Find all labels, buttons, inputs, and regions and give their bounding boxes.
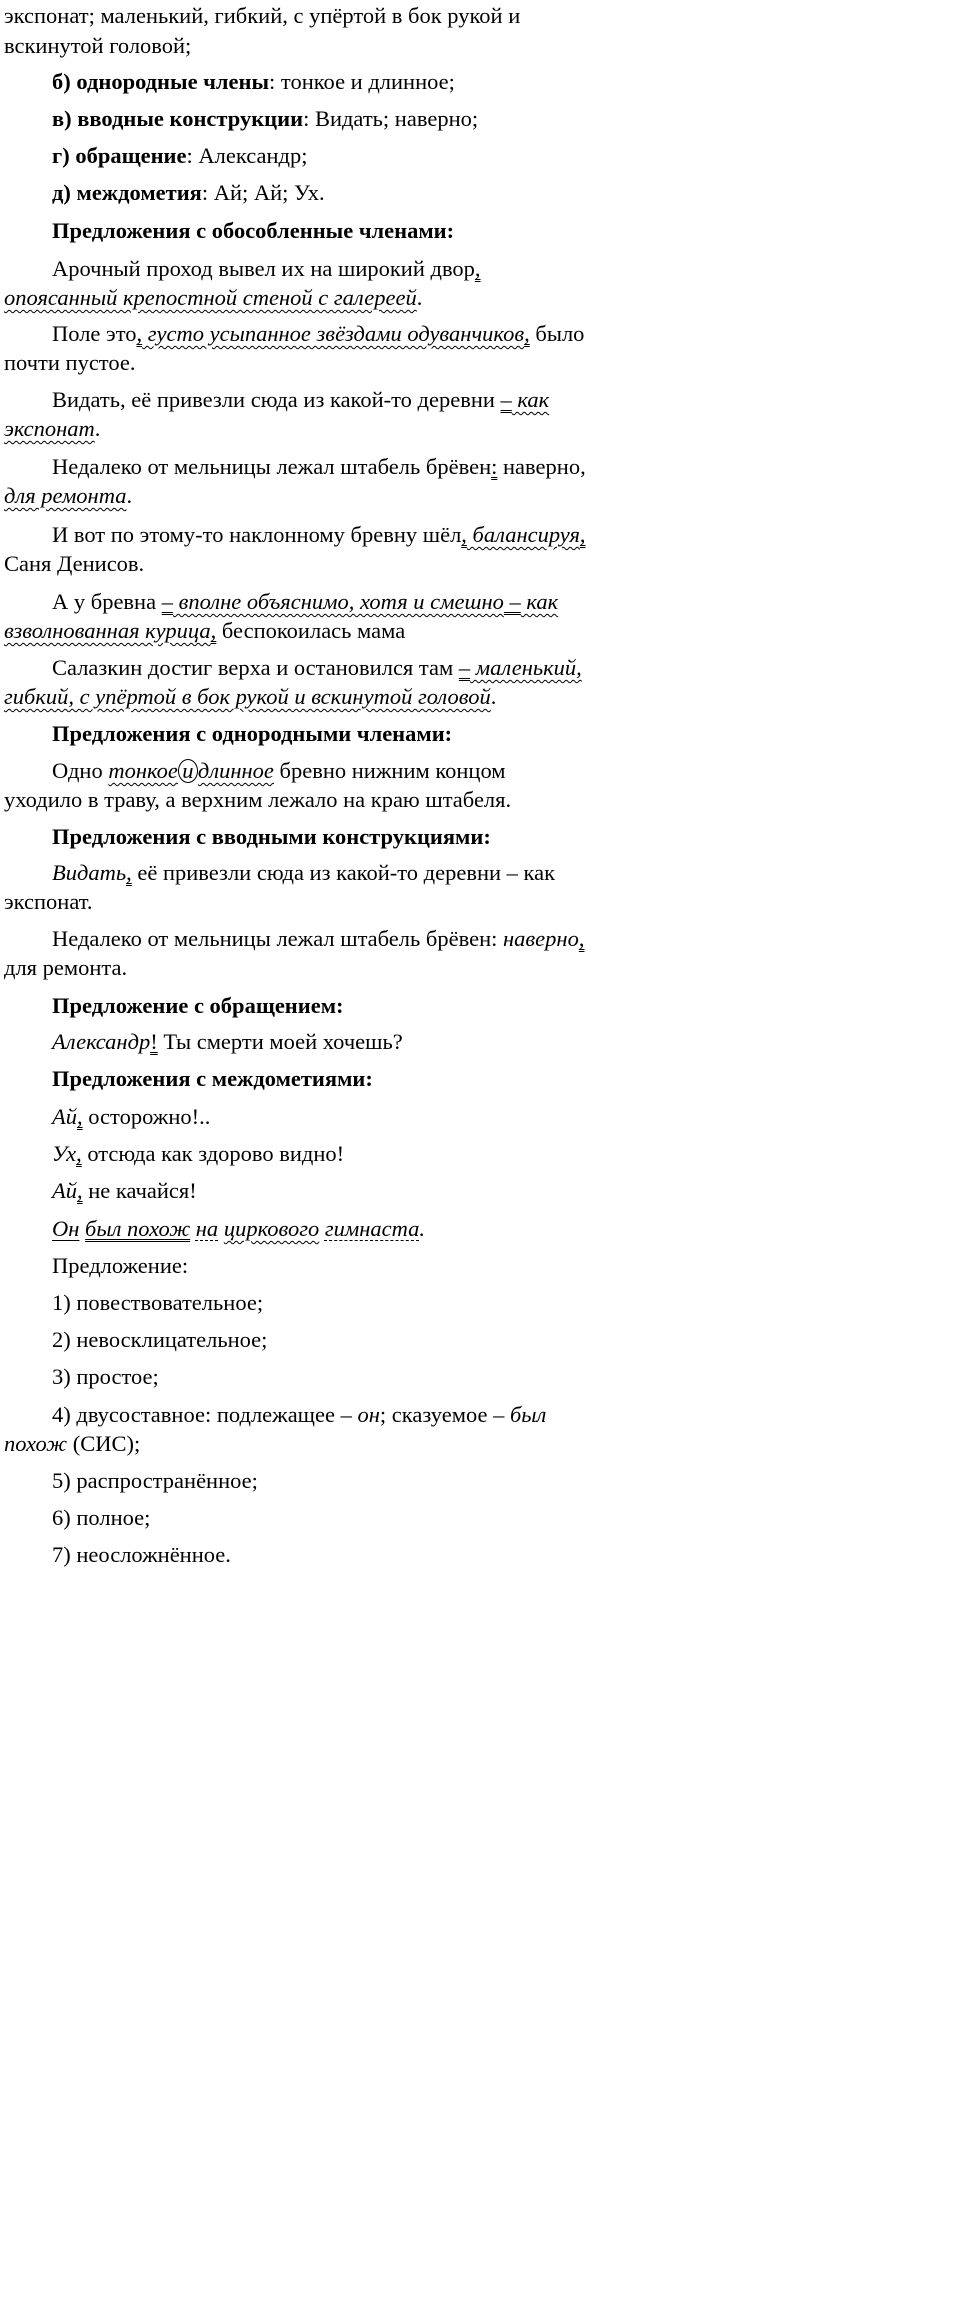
sentence-cont: [4, 283, 648, 313]
analysis-item-cont: [4, 1429, 648, 1459]
sentence-cont: [4, 414, 648, 444]
marked-punctuation: ,: [77, 1178, 83, 1203]
item-label: в) вводные конструкции: [52, 106, 304, 131]
marked-phrase: для ремонта: [4, 483, 127, 508]
text: экспонат.: [4, 889, 93, 914]
marked-phrase: наверно: [503, 926, 579, 951]
subject-word: он: [357, 1402, 380, 1427]
text: вскинутой головой;: [4, 33, 192, 58]
item-text: : Ай; Ай; Ух.: [201, 180, 325, 205]
marked-punctuation: !: [150, 1029, 158, 1054]
item-label: б) однородные члены: [52, 69, 270, 94]
text: для ремонта.: [4, 955, 128, 980]
section-heading: [4, 1064, 648, 1094]
text: 6) полное;: [52, 1505, 151, 1530]
heading-text: Предложения с однородными членами:: [52, 721, 453, 746]
marked-phrase: длинное: [197, 758, 274, 783]
text: Арочный проход вывел их на широкий двор: [52, 256, 475, 281]
sentence-cont: [4, 682, 648, 712]
marked-punctuation: –: [500, 387, 512, 412]
text: экспонат; маленький, гибкий, с упёртой в бок рукой и: [4, 3, 521, 28]
text: .: [490, 684, 497, 709]
marked-phrase: как: [520, 589, 559, 614]
marked-phrase: взволнованная курица: [4, 618, 211, 643]
item-text: : тонкое и длинное;: [269, 69, 455, 94]
analysis-title: [4, 1251, 648, 1281]
analysis-item: [4, 1288, 648, 1318]
text: Предложение:: [52, 1253, 189, 1278]
list-item-v: [4, 104, 648, 134]
section-heading: [4, 216, 648, 246]
analysis-item: [4, 1540, 648, 1570]
marked-phrase: экспонат: [4, 416, 95, 441]
sentence: [4, 452, 648, 482]
marked-punctuation: ,: [461, 522, 467, 547]
section-heading: [4, 991, 648, 1021]
section-heading: [4, 719, 648, 749]
analysis-item: [4, 1400, 648, 1430]
marked-phrase: Ай: [52, 1178, 77, 1203]
text: 7) неосложнённое.: [52, 1542, 231, 1567]
subject: Он: [52, 1216, 80, 1241]
text-line: [4, 31, 648, 61]
text: 2) невосклицательное;: [52, 1327, 268, 1352]
text: А у бревна: [52, 589, 162, 614]
sentence: [4, 254, 648, 284]
marked-phrase: вполне объяснимо, хотя и смешно: [172, 589, 504, 614]
marked-punctuation: :: [491, 454, 498, 479]
item-label: г) обращение: [52, 143, 187, 168]
text: (СИС);: [67, 1431, 141, 1456]
list-item-g: [4, 141, 648, 171]
heading-text: Предложения с вводными конструкциями:: [52, 824, 491, 849]
text: было: [529, 321, 585, 346]
sentence: [4, 653, 648, 683]
text: наверно,: [497, 454, 586, 479]
predicate: был похож: [85, 1216, 191, 1241]
item-label: д) междометия: [52, 180, 202, 205]
text: бревно нижним концом: [273, 758, 506, 783]
item-text: : Александр;: [186, 143, 308, 168]
marked-punctuation: ,: [210, 618, 217, 643]
text: И вот по этому-то наклонному бревну шёл: [52, 522, 462, 547]
marked-punctuation: ,: [579, 522, 586, 547]
text: не качайся!: [82, 1178, 197, 1203]
marked-phrase: опоясанный крепостной стеной с галереей: [4, 285, 417, 310]
text: .: [94, 416, 101, 441]
section-heading: [4, 822, 648, 852]
analysis-item: [4, 1325, 648, 1355]
marked-phrase: Видать: [52, 860, 127, 885]
sentence-cont: [4, 953, 648, 983]
text: Поле это: [52, 321, 137, 346]
heading-text: Предложения с обособленные членами:: [52, 218, 455, 243]
item-text: : Видать; наверно;: [303, 106, 479, 131]
sentence-cont: [4, 887, 648, 917]
marked-phrase: гибкий, с упёртой в бок рукой и вскинутой головой: [4, 684, 491, 709]
document-page: [0, 0, 652, 1568]
sentence: [4, 1176, 648, 1206]
sentence: [4, 1102, 648, 1132]
sentence-cont: [4, 481, 648, 511]
text: Саня Денисов.: [4, 551, 145, 576]
marked-phrase: Ух: [52, 1141, 77, 1166]
analysis-item: [4, 1362, 648, 1392]
heading-text: Предложения с междометиями:: [52, 1066, 373, 1091]
text: ; сказуемое –: [379, 1402, 510, 1427]
sentence-cont: [4, 348, 648, 378]
heading-text: Предложение с обращением:: [52, 993, 344, 1018]
list-item-b: [4, 67, 648, 97]
text: .: [416, 285, 423, 310]
text: осторожно!..: [82, 1104, 211, 1129]
sentence: [4, 924, 648, 954]
text: отсюда как здорово видно!: [81, 1141, 345, 1166]
predicate-word: похож: [4, 1431, 68, 1456]
circled-conjunction: и: [178, 759, 198, 783]
marked-punctuation: ,: [136, 321, 143, 346]
text: Одно: [52, 758, 109, 783]
sentence: [4, 858, 648, 888]
text: Недалеко от мельницы лежал штабель брёвен:: [52, 926, 503, 951]
text: почти пустое.: [4, 350, 136, 375]
text: .: [126, 483, 133, 508]
marked-phrase: тонкое: [108, 758, 178, 783]
marked-punctuation: ,: [126, 860, 132, 885]
analysis-item: [4, 1466, 648, 1496]
text: 5) распространённое;: [52, 1468, 258, 1493]
sentence: [4, 756, 648, 786]
text: Недалеко от мельницы лежал штабель брёвен: [52, 454, 492, 479]
marked-punctuation: ,: [77, 1104, 83, 1129]
attribute: циркового: [223, 1216, 320, 1241]
sentence: [4, 385, 648, 415]
text: Видать, её привезли сюда из какой-то деревни: [52, 387, 501, 412]
sentence: [4, 520, 648, 550]
predicate-word: был: [509, 1402, 547, 1427]
text: .: [419, 1216, 426, 1241]
marked-punctuation: ,: [578, 926, 585, 951]
analysis-item: [4, 1503, 648, 1533]
parsed-sentence: [4, 1214, 648, 1244]
sentence: [4, 587, 648, 617]
text: Ты смерти моей хочешь?: [157, 1029, 403, 1054]
text: 1) повествовательное;: [52, 1290, 264, 1315]
marked-phrase: маленький,: [470, 655, 582, 680]
text: её привезли сюда из какой-то деревни – как: [131, 860, 556, 885]
text: 4) двусоставное: подлежащее –: [52, 1402, 358, 1427]
marked-phrase: Ай: [52, 1104, 77, 1129]
object: гимнаста: [324, 1216, 420, 1241]
sentence-cont: [4, 549, 648, 579]
text: беспокоилась мама: [216, 618, 406, 643]
marked-punctuation: –: [503, 589, 521, 614]
marked-punctuation: –: [161, 589, 173, 614]
sentence: [4, 319, 648, 349]
sentence: [4, 1027, 648, 1057]
sentence-cont: [4, 616, 648, 646]
sentence: [4, 1139, 648, 1169]
preposition: на: [195, 1216, 219, 1241]
sentence-cont: [4, 785, 648, 815]
text-line: [4, 1, 648, 31]
marked-phrase: Александр: [52, 1029, 151, 1054]
list-item-d: [4, 178, 648, 208]
marked-punctuation: –: [458, 655, 471, 680]
text: 3) простое;: [52, 1364, 159, 1389]
text: уходило в траву, а верхним лежало на краю штабеля.: [4, 787, 512, 812]
marked-phrase: густо усыпанное звёздами одуванчиков: [142, 321, 525, 346]
marked-punctuation: ,: [76, 1141, 82, 1166]
marked-phrase: как: [511, 387, 550, 412]
text: Салазкин достиг верха и остановился там: [52, 655, 459, 680]
marked-phrase: балансируя: [466, 522, 580, 547]
marked-punctuation: ,: [474, 256, 481, 281]
marked-punctuation: ,: [524, 321, 530, 346]
